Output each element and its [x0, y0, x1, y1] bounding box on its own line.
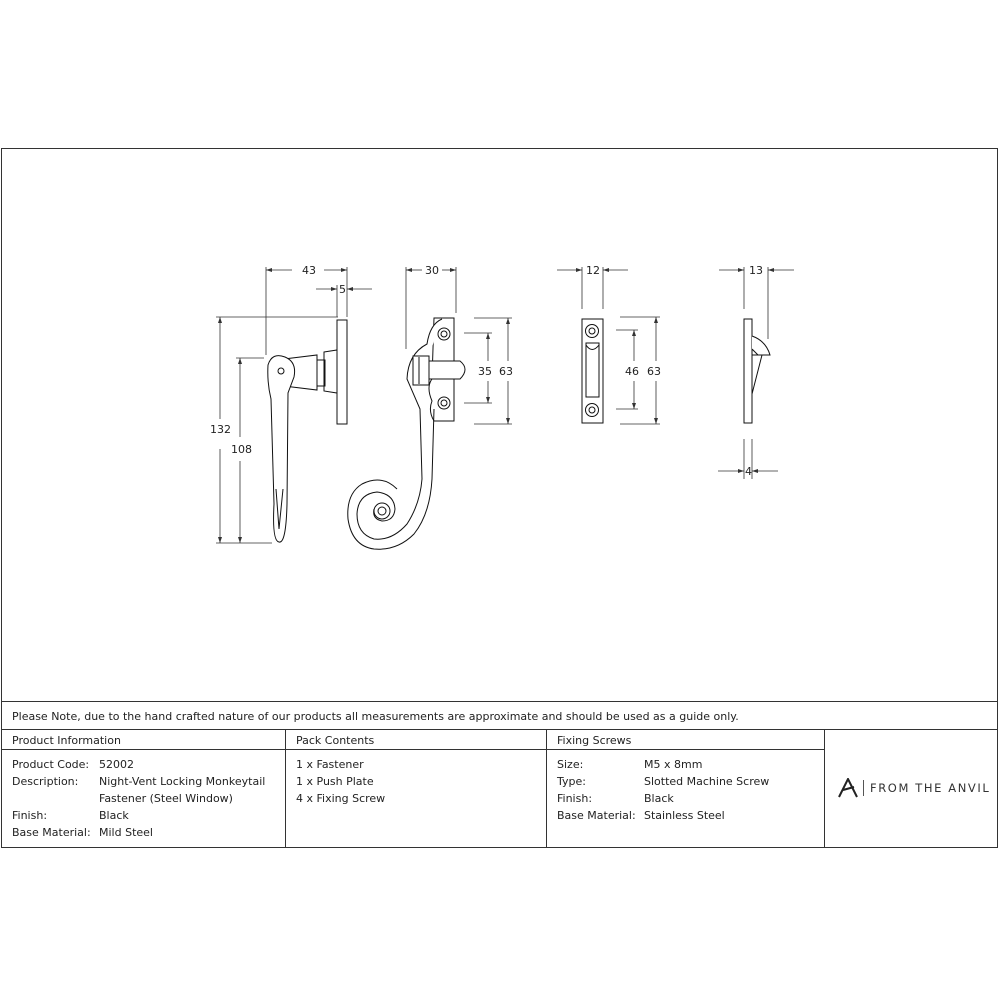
- info-row: Fastener (Steel Window): [99, 792, 233, 805]
- pack-item: 1 x Fastener: [296, 758, 364, 771]
- push-plate-view: [582, 319, 603, 423]
- dim-front-width: 30: [425, 264, 439, 277]
- fixing-screws-header: Fixing Screws: [547, 730, 824, 750]
- pack-item: 1 x Push Plate: [296, 775, 374, 788]
- screw-row: Finish: Black: [557, 792, 674, 805]
- screw-row: Type: Slotted Machine Screw: [557, 775, 770, 788]
- dim-handle-height: 108: [231, 443, 252, 456]
- side-view: [268, 320, 347, 542]
- anvil-a-logo-icon: [837, 778, 859, 798]
- brand-name: FROM THE ANVIL: [870, 781, 991, 795]
- info-row: Description: Night-Vent Locking Monkeytail: [12, 775, 266, 788]
- pack-contents-header: Pack Contents: [286, 730, 546, 750]
- brand-logo: [837, 778, 990, 798]
- screw-row: Base Material: Stainless Steel: [557, 809, 725, 822]
- dim-front-plate-height: 63: [499, 365, 513, 378]
- front-view: [348, 318, 465, 549]
- dim-profile-width: 13: [749, 264, 763, 277]
- pack-contents-panel: [286, 730, 547, 847]
- dim-front-fixing: 35: [478, 365, 492, 378]
- dim-profile-thickness: 4: [745, 465, 752, 478]
- dim-plate-width: 12: [586, 264, 600, 277]
- measurement-note: Please Note, due to the hand crafted nature of our products all measurements are approximate and should be used as a guide only.: [2, 701, 997, 730]
- dim-push-fixing: 46: [625, 365, 639, 378]
- dim-side-plate: 5: [339, 283, 346, 296]
- dim-overall-height: 132: [210, 423, 231, 436]
- product-information-header: Product Information: [2, 730, 285, 750]
- brand-panel: [825, 730, 997, 847]
- product-information-panel: [2, 730, 286, 847]
- profile-view: [744, 319, 770, 423]
- fixing-screws-panel: [547, 730, 825, 847]
- technical-drawing: [2, 149, 999, 701]
- pack-item: 4 x Fixing Screw: [296, 792, 386, 805]
- info-row: Product Code: 52002: [12, 758, 134, 771]
- screw-row: Size: M5 x 8mm: [557, 758, 703, 771]
- brand-divider: [863, 780, 864, 796]
- drawing-svg: [2, 149, 999, 701]
- dim-push-height: 63: [647, 365, 661, 378]
- drawing-sheet: [1, 148, 998, 848]
- info-row: Finish: Black: [12, 809, 129, 822]
- info-row: Base Material: Mild Steel: [12, 826, 153, 839]
- dim-side-width: 43: [302, 264, 316, 277]
